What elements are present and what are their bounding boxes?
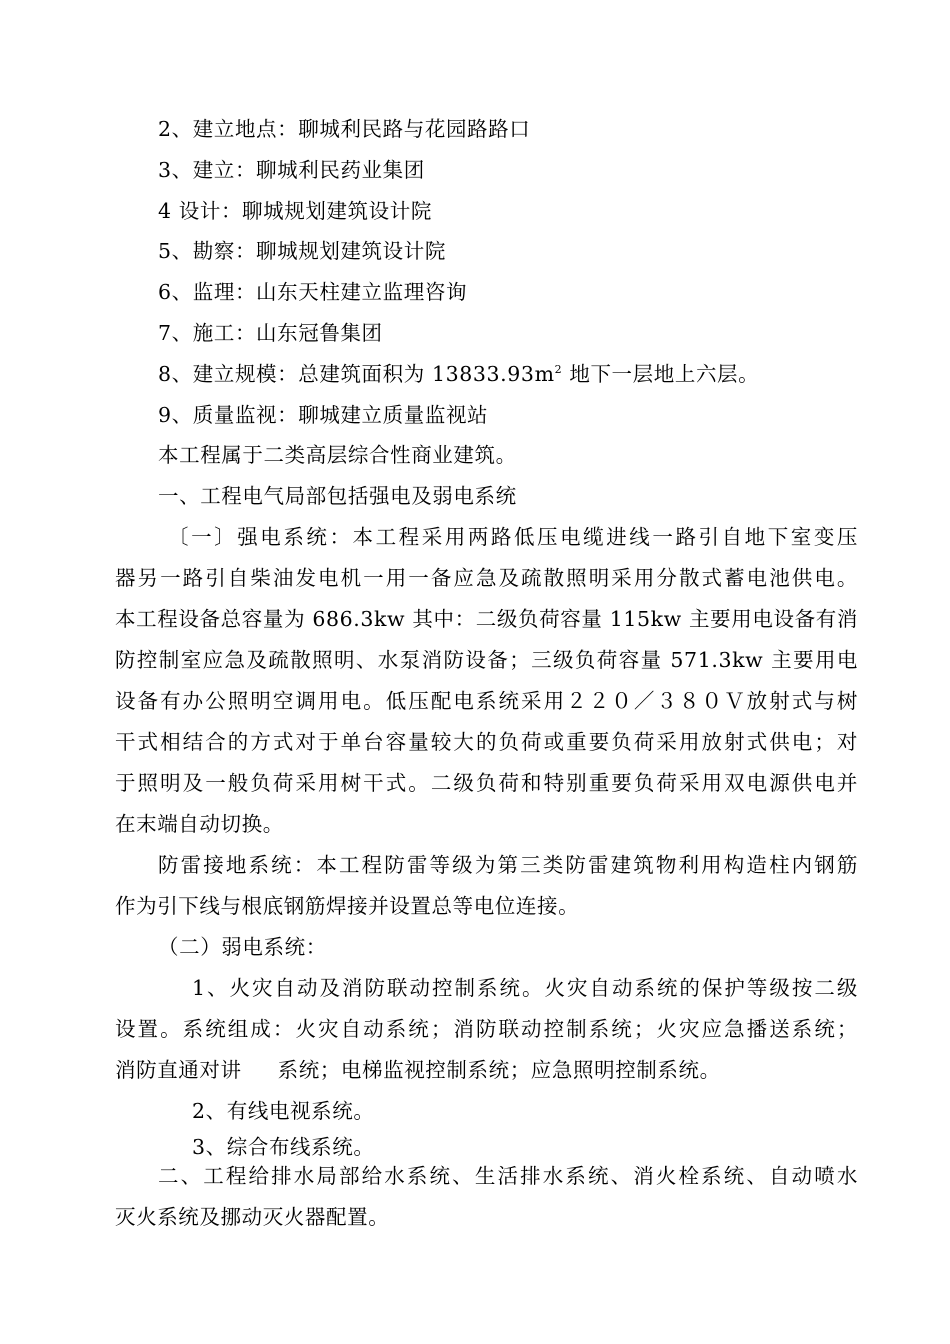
item-scale (158, 361, 759, 387)
lightning-line-2: 作为引下线与根底钢筋焊接并设置总等电位连接。 (115, 894, 580, 918)
fire-alarm-line-2: 设置。系统组成：火灾自动系统；消防联动控制系统；火灾应急播送系统； (115, 1017, 858, 1041)
fire-alarm-line-3 (115, 1057, 721, 1083)
cable-tv-item: 2、有线电视系统。 (192, 1099, 375, 1123)
item-supervision: 6、监理：山东天柱建立监理咨询 (158, 280, 468, 304)
item-survey: 5、勘察：聊城规划建筑设计院 (158, 239, 446, 263)
fire-alarm-line-3a: 消防直通对讲 (115, 1058, 242, 1082)
strong-power-line-1: 〔一〕强电系统：本工程采用两路低压电缆进线一路引自地下室变压 (168, 525, 858, 549)
item-scale-prefix: 8、建立规模：总建筑面积为 13833.93m (158, 362, 555, 386)
strong-power-line-5: 设备有办公照明空调用电。低压配电系统采用２２０／３８０Ｖ放射式与树 (115, 689, 858, 713)
section-two-line-2: 灭火系统及挪动灭火器配置。 (115, 1205, 390, 1229)
item-scale-suffix: 地下一层地上六层。 (562, 362, 760, 386)
strong-power-line-7: 于照明及一般负荷采用树干式。二级负荷和特别重要负荷采用双电源供电并 (115, 771, 858, 795)
item-location: 2、建立地点：聊城利民路与花园路路口 (158, 117, 531, 141)
strong-power-line-2: 器另一路引自柴油发电机一用一备应急及疏散照明采用分散式蓄电池供电。 (115, 566, 858, 590)
item-scale-sup: 2 (554, 363, 563, 376)
item-builder: 3、建立：聊城利民药业集团 (158, 158, 425, 182)
cabling-item: 3、综合布线系统。 (192, 1135, 375, 1159)
strong-power-line-6: 干式相结合的方式对于单台容量较大的负荷或重要负荷采用放射式供电；对 (115, 730, 858, 754)
strong-power-line-8: 在末端自动切换。 (115, 812, 284, 836)
item-design: 4 设计：聊城规划建筑设计院 (158, 199, 432, 223)
fire-alarm-line-1: 1、火灾自动及消防联动控制系统。火灾自动系统的保护等级按二级 (192, 976, 858, 1000)
weak-power-heading: （二）弱电系统： (158, 935, 327, 959)
item-quality: 9、质量监视：聊城建立质量监视站 (158, 403, 489, 427)
strong-power-line-3: 本工程设备总容量为 686.3kw 其中：二级负荷容量 115kw 主要用电设备有消 (115, 607, 858, 631)
section-two-line-1: 二、工程给排水局部给水系统、生活排水系统、消火栓系统、自动喷水 (158, 1164, 858, 1188)
fire-alarm-line-3b: 系统；电梯监视控制系统；应急照明控制系统。 (277, 1058, 721, 1082)
section-one-heading: 一、工程电气局部包括强电及弱电系统 (158, 484, 517, 508)
strong-power-line-4: 防控制室应急及疏散照明、水泵消防设备；三级负荷容量 571.3kw 主要用电 (115, 648, 858, 672)
lightning-line-1: 防雷接地系统：本工程防雷等级为第三类防雷建筑物利用构造柱内钢筋 (158, 853, 858, 877)
item-construction: 7、施工：山东冠鲁集团 (158, 321, 383, 345)
category-text: 本工程属于二类高层综合性商业建筑。 (158, 443, 517, 467)
